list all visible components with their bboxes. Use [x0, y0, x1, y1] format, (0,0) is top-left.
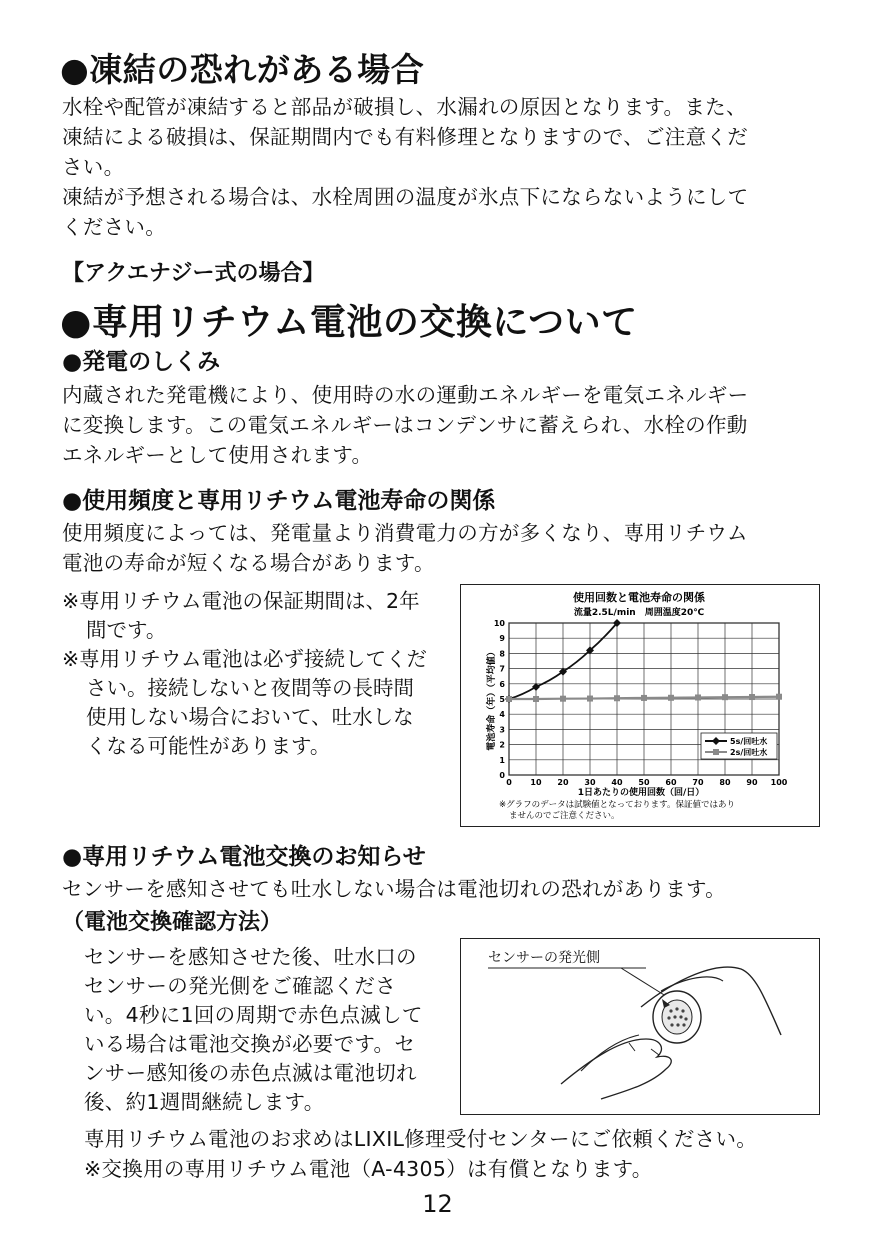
freeze-line: 凍結が予想される場合は、水栓周囲の温度が氷点下にならないようにして: [62, 185, 749, 209]
life-text: [62, 518, 832, 578]
sensor-illustration: [460, 938, 820, 1115]
x-tick-label: 40: [611, 778, 623, 787]
chart-legend: [701, 733, 777, 759]
y-tick-label: 6: [499, 679, 505, 689]
hand-finger: [581, 1035, 639, 1071]
sensor-label: センサーの発光側: [488, 950, 600, 966]
battery-life-chart: [460, 584, 820, 827]
y-tick-label: 0: [499, 771, 505, 780]
data-point-2s: [506, 696, 512, 702]
freeze-line: さい。: [62, 155, 125, 179]
method-text: センサーを感知させた後、吐水口のセンサーの発光側をご確認ください。4秒に1回の周期で赤色点滅している場合は電池交換が必要です。センサー感知後の赤色点滅は電池切れ後、約1週間継続します。: [84, 945, 423, 1114]
generation-text: [62, 380, 832, 470]
notice-line: センサーを感知させても吐水しない場合は電池切れの恐れがあります。: [62, 877, 726, 901]
data-point-2s: [668, 695, 674, 701]
x-tick-label: 80: [719, 778, 731, 787]
y-tick-label: 2: [499, 740, 505, 750]
freeze-text: [62, 92, 832, 242]
data-point-2s: [749, 694, 755, 700]
chart-ticks: [494, 619, 788, 787]
life-note: ※専用リチウム電池は必ず接続してください。接続しないと夜間等の長時間使用しない場合において、吐水しなくなる可能性があります。: [62, 647, 428, 758]
y-tick-label: 3: [499, 725, 505, 735]
life-notes: [62, 587, 434, 761]
y-tick-label: 7: [499, 664, 505, 674]
generation-line: エネルギーとして使用されます。: [62, 443, 373, 467]
legend-label-5s: 5s/回吐水: [730, 737, 768, 746]
y-tick-label: 5: [499, 695, 505, 704]
chart-xlabel: 1日あたりの使用回数（回/日）: [577, 788, 705, 798]
footer-line: ※交換用の専用リチウム電池（A-4305）は有償となります。: [84, 1157, 653, 1181]
x-tick-label: 90: [746, 778, 758, 787]
data-point-2s: [533, 696, 539, 702]
chart-subtitle: 流量2.5L/min 周囲温度20℃: [573, 608, 705, 618]
data-point-2s: [641, 695, 647, 701]
generation-line: 内蔵された発電機により、使用時の水の運動エネルギーを電気エネルギー: [62, 383, 749, 407]
freeze-line: ください。: [62, 215, 166, 239]
y-tick-label: 1: [499, 755, 505, 765]
data-point-2s: [560, 696, 566, 702]
y-tick-label: 4: [499, 710, 505, 720]
generation-line: に変換します。この電気エネルギーはコンデンサに蓄えられ、水栓の作動: [62, 413, 748, 437]
hand-creases: [629, 1043, 659, 1055]
y-tick-label: 9: [499, 634, 505, 644]
x-tick-label: 0: [506, 778, 512, 787]
freeze-line: 凍結による破損は、保証期間内でも有料修理となりますので、ご注意くだ: [62, 125, 748, 149]
y-tick-label: 8: [499, 649, 505, 659]
notice-heading: ●専用リチウム電池交換のお知らせ: [62, 844, 426, 870]
chart-title: 使用回数と電池寿命の関係: [573, 591, 705, 604]
x-tick-label: 100: [770, 778, 788, 787]
x-tick-label: 10: [530, 778, 542, 787]
data-point-2s: [587, 696, 593, 702]
x-tick-label: 50: [638, 778, 650, 787]
chart-svg: [461, 585, 818, 825]
legend-label-2s: 2s/回吐水: [730, 748, 768, 757]
x-tick-label: 20: [557, 778, 569, 787]
life-line: 電池の寿命が短くなる場合があります。: [62, 551, 435, 575]
data-point-2s: [695, 694, 701, 700]
x-tick-label: 60: [665, 778, 677, 787]
method-heading: （電池交換確認方法）: [62, 910, 283, 935]
page-number: 12: [422, 1190, 453, 1218]
freeze-line: 水栓や配管が凍結すると部品が破損し、水漏れの原因となります。また、: [62, 95, 747, 119]
x-tick-label: 30: [584, 778, 596, 787]
data-point-2s: [722, 694, 728, 700]
x-tick-label: 70: [692, 778, 704, 787]
life-heading: ●使用頻度と専用リチウム電池寿命の関係: [62, 488, 496, 514]
data-point-2s: [776, 694, 782, 700]
chart-footnote-line: ※グラフのデータは試験値となっております。保証値ではあり: [499, 800, 735, 810]
data-point-2s: [614, 695, 620, 701]
chart-ylabel: 電池寿命（年）（平均値）: [487, 647, 497, 751]
faucet-hand-drawing: [461, 939, 818, 1113]
freeze-title: ●凍結の恐れがある場合: [60, 50, 425, 89]
leader-line: [621, 968, 669, 998]
life-line: 使用頻度によっては、発電量より消費電力の方が多くなり、専用リチウム: [62, 521, 748, 545]
chart-footnote-line: ませんのでご注意ください。: [509, 811, 620, 821]
chart-series: [505, 619, 782, 703]
faucet-edge: [661, 977, 723, 991]
battery-title: ●専用リチウム電池の交換について: [60, 302, 638, 343]
y-tick-label: 10: [493, 619, 505, 628]
actuator-tag: 【アクエナジー式の場合】: [62, 261, 325, 286]
generation-heading: ●発電のしくみ: [62, 349, 221, 375]
life-note: ※専用リチウム電池の保証期間は、2年間です。: [62, 589, 420, 642]
footer-line: 専用リチウム電池のお求めはLIXIL修理受付センターにご依頼ください。: [84, 1127, 758, 1151]
hand-outline: [561, 1039, 671, 1099]
legend-marker-2s: [713, 749, 719, 755]
